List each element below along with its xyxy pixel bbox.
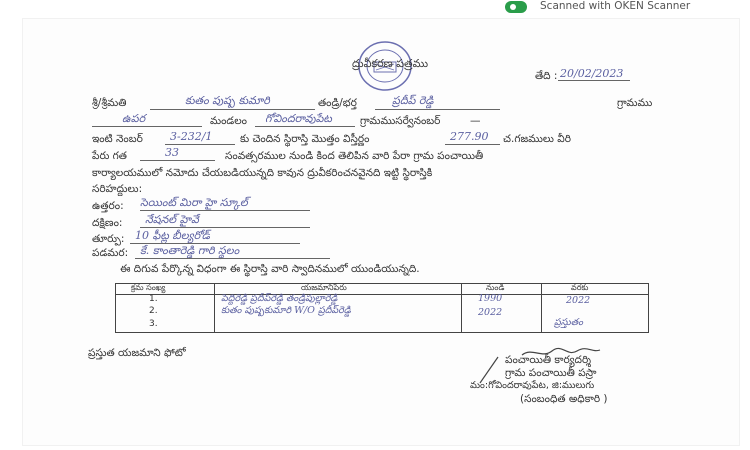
house-number: 3-232/1 <box>170 130 213 143</box>
relation-underline <box>375 109 500 110</box>
holder-name: కుతం పుష్ప కుమారి <box>185 94 270 107</box>
boundaries-heading: సరిహద్దులు: <box>92 183 143 195</box>
table-header-row <box>116 284 648 295</box>
relation-label: తండ్రి/భర్త <box>318 97 357 109</box>
owner-photo-label: ప్రస్తుత యజమాని ఫోటో <box>88 347 186 359</box>
years-value: 33 <box>165 146 179 159</box>
header-owner: యజమానిపేరు <box>301 283 347 292</box>
boundary-north-label: ఉత్తరం: <box>92 200 124 212</box>
row-1-owner: పెద్దిరెడ్డి ప్రదీప్‌రెడ్డి తండ్రిపుల్లారెడ్డి <box>221 293 338 304</box>
registration-text: కార్యాలయములో నమోదు చేయబడియున్నది కావున ద్రువీకరించనవైనది ఇట్టి స్థిరాస్తికి <box>92 167 433 179</box>
document-title: ద్రువీకరణ పత్రము <box>352 57 429 70</box>
name-prefix: శ్రీ/శ్రీమతి <box>92 97 127 109</box>
signature-line-1: పంచాయితీ కార్యదర్శి <box>505 354 592 366</box>
signature-line-4: (సంబంధిత అధికారి ) <box>520 393 608 405</box>
header-from: నుండి <box>486 283 505 292</box>
house-label: ఇంటి నెంబర్ <box>92 133 143 145</box>
survey-value: — <box>470 115 481 127</box>
col-divider <box>541 284 542 332</box>
header-serial: క్రమ సంఖ్య <box>131 283 166 292</box>
ownership-table <box>115 283 649 333</box>
signature-line-2: గ్రామ పంచాయితీ పస్రా <box>505 367 597 379</box>
table-intro: ఈ దిగువ పేర్కొన్న విధంగా ఈ స్థిరాస్తి వారి స్వాదినములో యుండియున్నది. <box>120 263 420 275</box>
mandal-name: గోవిందరావుపేట <box>265 112 332 125</box>
mandal-label: మండలం <box>210 115 247 127</box>
row-2-from: 2022 <box>478 307 503 318</box>
row-2-owner: కుతం పుష్పకుమారి W/O ప్రదీప్‌రెడ్డి <box>221 305 351 316</box>
boundary-east-label: తూర్పు: <box>92 233 125 245</box>
row-2-to: ప్రస్తుతం <box>554 317 583 328</box>
col-divider <box>461 284 462 332</box>
scanner-banner <box>0 0 750 14</box>
relation-name: ప్రదీప్ రెడ్డి <box>392 94 434 107</box>
signature-line-3: మం:గోవిందరావుపేట, జి:ములుగు <box>470 380 595 391</box>
date-label: తేది : <box>535 70 558 82</box>
date-underline <box>558 80 630 81</box>
years-text-a: పేరు గత <box>92 150 127 162</box>
village-underline <box>92 126 202 127</box>
years-text-b: సంవత్సరముల నుండి కింద తెలిపిన వారి పేరా గ్రామ పంచాయితీ <box>225 150 484 162</box>
row-1-number: 1. <box>149 294 158 304</box>
area-underline <box>445 144 500 145</box>
survey-label: గ్రామముసర్వేనంబర్ <box>360 115 441 127</box>
header-to: వరకు <box>571 283 589 292</box>
west-underline <box>135 258 330 259</box>
boundary-west-label: పడమర: <box>92 247 129 259</box>
boundary-west-value: కే. కాంతారెడ్డి గారి స్థలం <box>140 244 240 257</box>
row-3-number: 3. <box>149 319 158 329</box>
date-value: 20/02/2023 <box>560 67 624 80</box>
oken-logo-icon <box>505 1 527 13</box>
row-1-from: 1990 <box>478 293 503 304</box>
col-divider <box>214 284 215 332</box>
years-underline <box>140 160 215 161</box>
mandal-underline <box>255 126 355 127</box>
house-underline <box>165 144 235 145</box>
area-value: 277.90 <box>450 130 489 143</box>
village-suffix: గ్రామము <box>617 97 653 109</box>
name-underline <box>150 109 315 110</box>
area-text-b: చ.గజములు వీరి <box>503 133 571 145</box>
boundary-east-value: 10 ఫీట్ల బీల్యరోడ్ <box>135 229 210 242</box>
boundary-south-value: నేషనల్ హైవే <box>145 213 199 226</box>
boundary-south-label: దక్షిణం: <box>92 217 123 229</box>
scanner-label: Scanned with OKEN Scanner <box>540 0 691 12</box>
village-name: ఉపర <box>122 112 146 125</box>
south-underline <box>140 227 310 228</box>
area-text-a: కు చెందిన స్థిరాస్తి మొత్తం విస్తీర్ణం <box>240 133 370 145</box>
north-underline <box>140 210 310 211</box>
row-2-number: 2. <box>149 306 158 316</box>
boundary-north-value: సెయింట్ మిరా హై స్కూల్ <box>140 196 248 209</box>
row-1-to: 2022 <box>566 295 591 306</box>
